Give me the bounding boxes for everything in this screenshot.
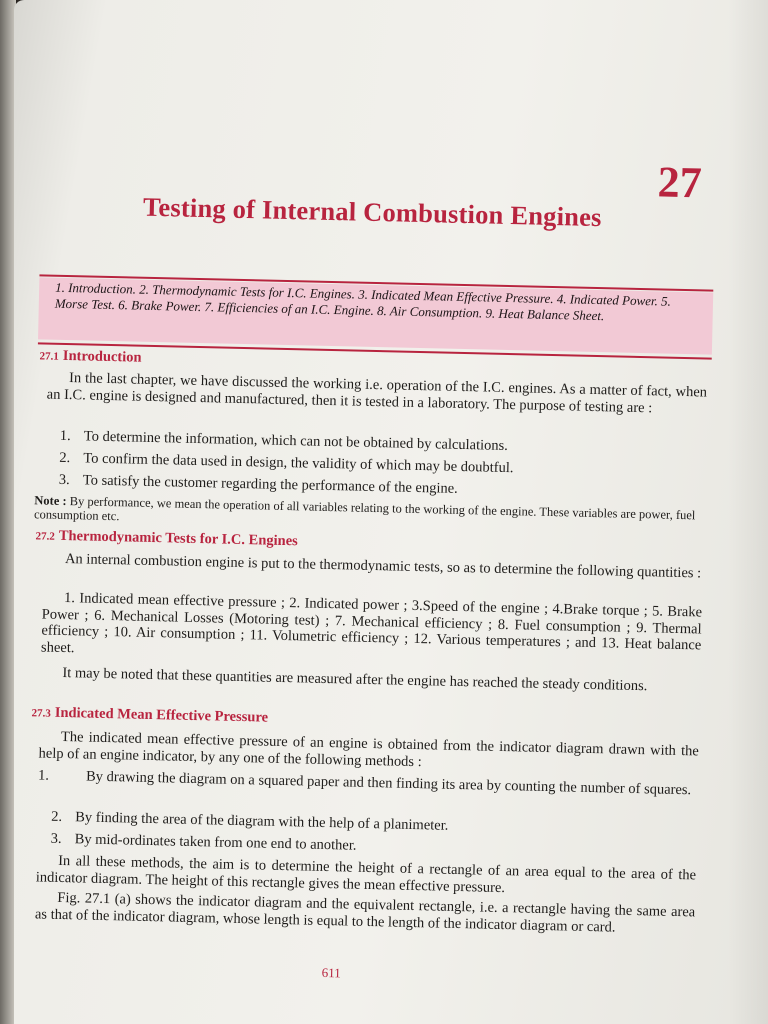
list-number: 2. (51, 808, 63, 825)
list-number: 2. (59, 449, 71, 467)
section-number: 27.2 (35, 530, 55, 543)
list-text: To confirm the data used in design, the validity of which may be doubtful. (83, 450, 514, 477)
imep-intro-paragraph: The indicated mean effective pressure of an engine is obtained from the indicator diagram drawn with the help of an engine indicator, by any one of the following methods : (38, 728, 700, 770)
section-heading-introduction (39, 347, 141, 366)
note-text: By performance, we mean the operation of all variables relating to the working of the engine. These variables are power, fuel consumption etc. (33, 494, 696, 524)
section-number: 27.3 (31, 707, 51, 720)
page-number: 611 (321, 964, 341, 981)
chapter-title: Testing of Internal Combustion Engines (142, 191, 602, 233)
section-title: Introduction (62, 347, 142, 366)
list-text: To determine the information, which can not be obtained by calculations. (83, 428, 509, 455)
section-number: 27.1 (39, 350, 60, 363)
tests-quantities-paragraph: 1. Indicated mean effective pressure ; 2. Indicated power ; 3.Speed of the engine ; 4.Brake torque ; 5. Brake Power ; 6. Mechanical Losses (Motoring test) ; 7. Mechanical efficiency ; 8. Fuel consumption ; 9. Thermal efficiency ; 10. Air consumption ; 11. Volumetric efficiency ; 12. Various temperatures ; and 13. Heat balance sheet. (40, 589, 703, 656)
list-text: To satisfy the customer regarding the performance of the engine. (82, 472, 458, 497)
tests-note-paragraph: It may be noted that these quantities are measured after the engine has reached the steady conditions. (62, 664, 648, 695)
imep-methods-paragraph: In all these methods, the aim is to determine the height of a rectangle of an area equal to the area of the indicator diagram. The height of this rectangle gives the mean effective pressure. (35, 852, 697, 896)
section-title: Indicated Mean Effective Pressure (54, 704, 269, 726)
tests-intro-paragraph: An internal combustion engine is put to the thermodynamic tests, so as to determine the following quantities : (64, 551, 702, 582)
intro-paragraph: In the last chapter, we have discussed the working i.e. operation of the I.C. engines. As a matter of fact, when an I.C. engine is designed and manufactured, then it is tested in a laboratory. The purpose of testing are : (46, 370, 708, 416)
note-label: Note : (34, 493, 67, 509)
chapter-number: 27 (657, 157, 703, 208)
chapter-contents-text: 1. Introduction. 2. Thermodynamic Tests for I.C. Engines. 3. Indicated Mean Effective Pressure. 4. Indicated Power. 5. Morse Test. 6. Brake Power. 7. Efficiencies of an I.C. Engine. 8. Air Consumption. 9. Heat Balance Sheet. (54, 279, 672, 324)
list-number: 3. (58, 471, 70, 489)
list-number: 1. (37, 767, 50, 784)
section-heading-imep (31, 704, 268, 726)
list-number: 1. (59, 427, 71, 445)
section-heading-thermodynamic-tests (35, 527, 298, 550)
book-page (14, 0, 768, 1024)
section-title: Thermodynamic Tests for I.C. Engines (58, 527, 298, 550)
list-text: By drawing the diagram on a squared paper and then finding its area by counting the number of squares. (85, 768, 692, 799)
imep-figure-paragraph: Fig. 27.1 (a) shows the indicator diagram and the equivalent rectangle, i.e. a rectangle having the same area as that of the indicator diagram, whose length is equal to the length of the indicator diagram or card. (34, 889, 696, 936)
list-number: 3. (50, 830, 62, 847)
page-content (14, 0, 768, 1024)
list-text: By mid-ordinates taken from one end to another. (74, 831, 357, 854)
list-text: By finding the area of the diagram with the help of a planimeter. (74, 809, 449, 834)
